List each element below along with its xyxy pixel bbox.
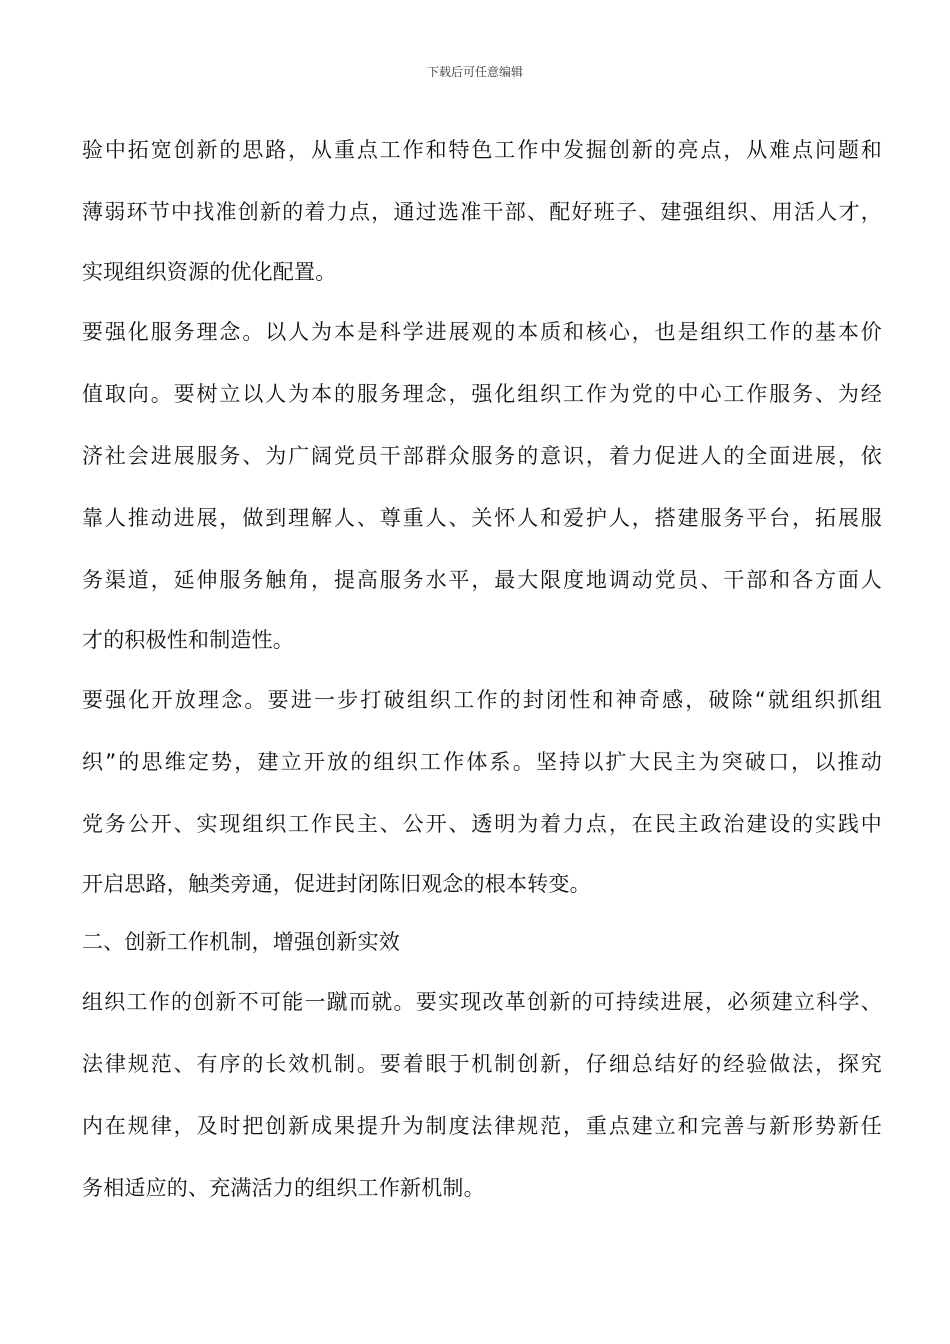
document-body (82, 119, 882, 1219)
body-line: 要强化开放理念。要进一步打破组织工作的封闭性和神奇感，破除“就组织抓组 (82, 688, 882, 712)
body-line: 实现组织资源的优化配置。 (82, 260, 337, 284)
body-line: 法律规范、有序的长效机制。要着眼于机制创新，仔细总结好的经验做法，探究 (82, 1052, 882, 1076)
body-line: 党务公开、实现组织工作民主、公开、透明为着力点，在民主政治建设的实践中 (82, 812, 882, 836)
body-line: 要强化服务理念。以人为本是科学进展观的本质和核心，也是组织工作的基本价 (82, 320, 882, 344)
body-line: 济社会进展服务、为广阔党员干部群众服务的意识，着力促进人的全面进展，依 (82, 444, 882, 468)
page-header-note: 下载后可任意编辑 (426, 65, 523, 79)
body-line: 薄弱环节中找准创新的着力点，通过选准干部、配好班子、建强组织、用活人才， (82, 200, 882, 224)
body-line: 内在规律，及时把创新成果提升为制度法律规范，重点建立和完善与新形势新任 (82, 1114, 882, 1138)
body-line: 织”的思维定势，建立开放的组织工作体系。坚持以扩大民主为突破口，以推动 (82, 750, 882, 774)
body-line: 靠人推动进展，做到理解人、尊重人、关怀人和爱护人，搭建服务平台，拓展服 (82, 506, 882, 530)
body-line: 务渠道，延伸服务触角，提高服务水平，最大限度地调动党员、干部和各方面人 (82, 568, 882, 592)
section-heading: 二、创新工作机制，增强创新实效 (82, 930, 400, 954)
body-line: 验中拓宽创新的思路，从重点工作和特色工作中发掘创新的亮点，从难点问题和 (82, 138, 882, 162)
body-line: 开启思路，触类旁通，促进封闭陈旧观念的根本转变。 (82, 872, 591, 896)
body-line: 务相适应的、充满活力的组织工作新机制。 (82, 1176, 485, 1200)
body-line: 组织工作的创新不可能一蹴而就。要实现改革创新的可持续进展，必须建立科学、 (82, 990, 882, 1014)
body-line: 值取向。要树立以人为本的服务理念，强化组织工作为党的中心工作服务、为经 (82, 382, 882, 406)
body-line: 才的积极性和制造性。 (82, 628, 294, 652)
